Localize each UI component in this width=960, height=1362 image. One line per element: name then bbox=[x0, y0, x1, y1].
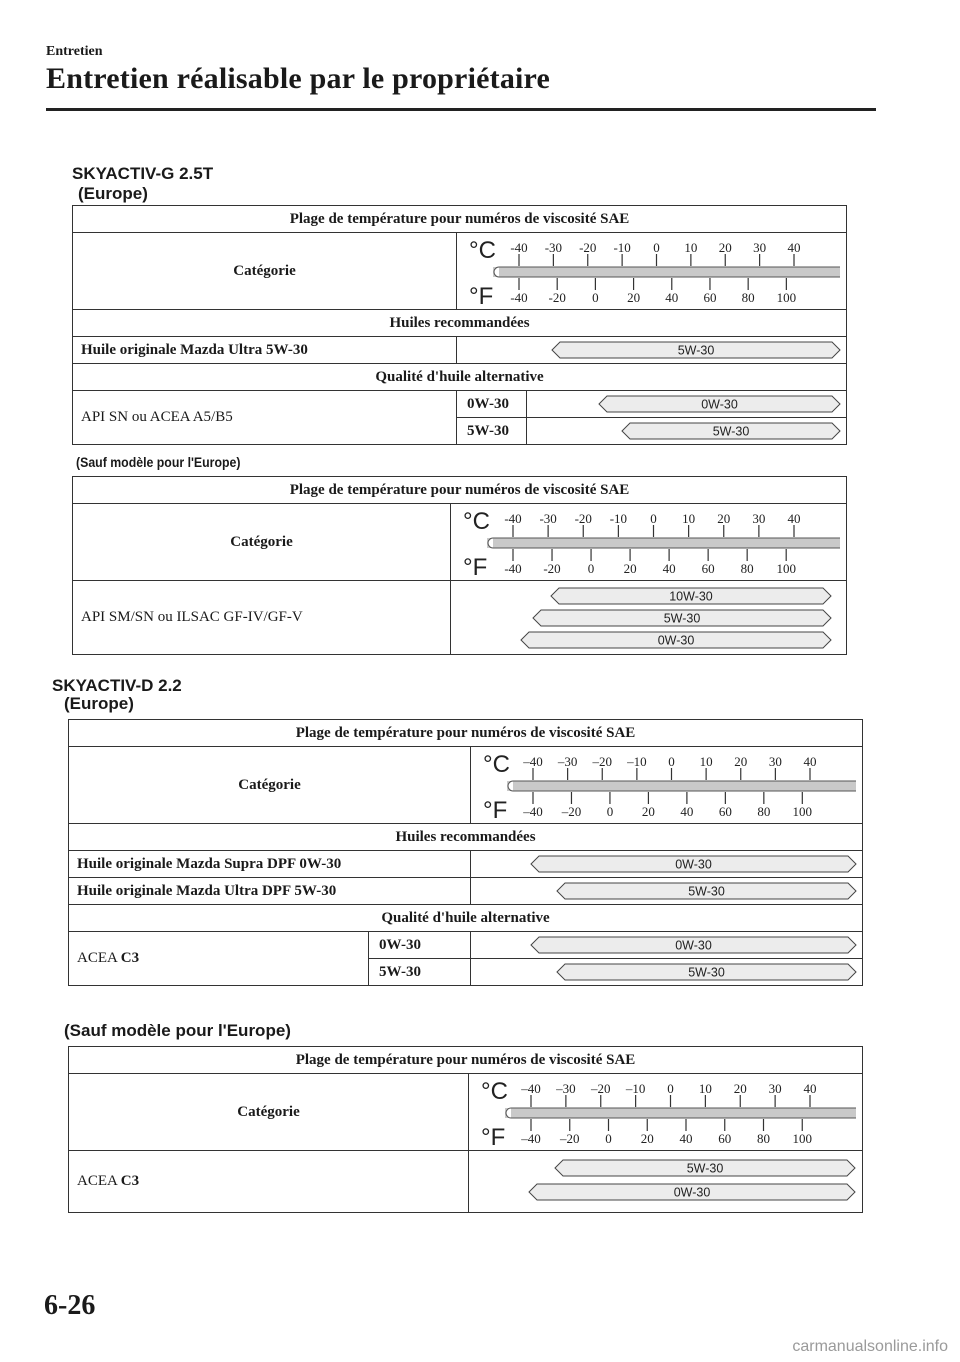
recommended-oils-header: Huiles recommandées bbox=[73, 310, 847, 337]
celsius-tick-label: –30 bbox=[556, 1080, 576, 1096]
fahrenheit-tick-label: –40 bbox=[523, 803, 543, 819]
acea-label: ACEA bbox=[77, 950, 118, 966]
category-label: Catégorie bbox=[69, 1074, 469, 1151]
region-label-europe-g25t: (Europe) bbox=[78, 184, 148, 203]
temperature-scale bbox=[457, 234, 846, 309]
c3-label: C3 bbox=[120, 1173, 140, 1189]
oil-original-label: Huile originale Mazda Ultra 5W-30 bbox=[73, 337, 457, 364]
table-header: Plage de température pour numéros de viscosité SAE bbox=[73, 206, 847, 233]
category-label: Catégorie bbox=[73, 233, 457, 310]
temperature-scale-cell bbox=[451, 504, 847, 581]
fahrenheit-tick-label: 100 bbox=[792, 1130, 812, 1146]
grade-label: 0W-30 bbox=[369, 932, 471, 959]
table-g25t-non-europe bbox=[72, 476, 847, 655]
grade-ranges bbox=[469, 1151, 863, 1213]
category-label: Catégorie bbox=[73, 504, 451, 581]
fahrenheit-tick-label: 80 bbox=[757, 1130, 770, 1146]
grade-ranges bbox=[451, 581, 847, 655]
table-header: Plage de température pour numéros de viscosité SAE bbox=[69, 1047, 863, 1074]
page-number: 6-26 bbox=[44, 1290, 96, 1321]
grade-range-label: 5W-30 bbox=[688, 884, 725, 899]
celsius-tick-label: 40 bbox=[787, 239, 801, 255]
c3-label: C3 bbox=[120, 950, 140, 966]
alternative-quality-header: Qualité d'huile alternative bbox=[73, 364, 847, 391]
unit-celsius: °C bbox=[483, 750, 510, 778]
watermark: carmanualsonline.info bbox=[792, 1338, 948, 1355]
celsius-tick-label: 0 bbox=[653, 239, 660, 255]
grade-range-label: 10W-30 bbox=[669, 589, 713, 604]
celsius-tick-label: –10 bbox=[627, 753, 647, 769]
fahrenheit-tick-label: 100 bbox=[776, 560, 796, 576]
celsius-tick-label: –20 bbox=[592, 753, 612, 769]
fahrenheit-tick-label: 20 bbox=[641, 803, 655, 819]
celsius-tick-label: 20 bbox=[717, 510, 731, 526]
celsius-tick-label: –30 bbox=[557, 753, 578, 769]
grade-label: 5W-30 bbox=[369, 959, 471, 986]
grade-range-label: 5W-30 bbox=[688, 965, 725, 980]
fahrenheit-tick-label: 0 bbox=[606, 803, 614, 819]
fahrenheit-tick-label: -20 bbox=[548, 289, 566, 305]
grade-range-label: 5W-30 bbox=[712, 424, 750, 439]
fahrenheit-tick-label: 0 bbox=[605, 1130, 612, 1146]
celsius-tick-label: -20 bbox=[574, 510, 592, 526]
scale-bar bbox=[507, 781, 856, 791]
fahrenheit-tick-label: –20 bbox=[560, 1130, 580, 1146]
celsius-tick-label: 30 bbox=[768, 753, 782, 769]
celsius-tick-label: –20 bbox=[591, 1080, 611, 1096]
celsius-tick-label: 40 bbox=[787, 510, 801, 526]
temperature-scale-cell bbox=[469, 1074, 863, 1151]
fahrenheit-tick-label: 100 bbox=[792, 803, 813, 819]
scale-bar bbox=[487, 538, 840, 548]
fahrenheit-tick-label: 80 bbox=[757, 803, 771, 819]
celsius-tick-label: -10 bbox=[609, 510, 628, 526]
region-label-non-europe-d22: (Sauf modèle pour l'Europe) bbox=[64, 1021, 291, 1040]
celsius-tick-label: 20 bbox=[734, 753, 748, 769]
unit-fahrenheit: °F bbox=[463, 553, 488, 580]
fahrenheit-tick-label: -40 bbox=[510, 289, 528, 305]
temperature-scale bbox=[469, 1075, 862, 1150]
section-name: Entretien bbox=[46, 44, 103, 59]
oil-ultra-label: Huile originale Mazda Ultra DPF 5W-30 bbox=[69, 878, 471, 905]
celsius-tick-label: 0 bbox=[650, 510, 657, 526]
oil-original-range bbox=[457, 337, 847, 364]
acea-spec-label bbox=[69, 1151, 469, 1213]
celsius-tick-label: 10 bbox=[682, 510, 696, 526]
celsius-tick-label: 10 bbox=[684, 239, 698, 255]
celsius-tick-label: -40 bbox=[510, 239, 528, 255]
fahrenheit-tick-label: 0 bbox=[587, 560, 595, 576]
grade-range-label: 0W-30 bbox=[675, 857, 712, 872]
fahrenheit-tick-label: -40 bbox=[504, 560, 522, 576]
fahrenheit-tick-label: 20 bbox=[623, 560, 637, 576]
fahrenheit-tick-label: 40 bbox=[665, 289, 679, 305]
fahrenheit-tick-label: –40 bbox=[521, 1130, 541, 1146]
fahrenheit-tick-label: 40 bbox=[679, 1130, 693, 1146]
table-header: Plage de température pour numéros de viscosité SAE bbox=[69, 720, 863, 747]
celsius-tick-label: 0 bbox=[668, 753, 675, 769]
fahrenheit-tick-label: 60 bbox=[718, 1130, 732, 1146]
grade-range-label: 0W-30 bbox=[701, 397, 738, 412]
celsius-tick-label: 20 bbox=[733, 1080, 747, 1096]
table-d22-europe bbox=[68, 719, 863, 986]
api-spec-label: API SN ou ACEA A5/B5 bbox=[73, 391, 457, 445]
fahrenheit-tick-label: 80 bbox=[741, 289, 755, 305]
oil-supra-label: Huile originale Mazda Supra DPF 0W-30 bbox=[69, 851, 471, 878]
celsius-tick-label: 10 bbox=[698, 1080, 712, 1096]
grade-range bbox=[527, 418, 847, 445]
fahrenheit-tick-label: 60 bbox=[718, 803, 732, 819]
celsius-tick-label: -40 bbox=[504, 510, 522, 526]
celsius-tick-label: -30 bbox=[539, 510, 557, 526]
oil-supra-range bbox=[471, 851, 863, 878]
grade-range-label: 5W-30 bbox=[677, 343, 715, 358]
celsius-tick-label: 40 bbox=[803, 1080, 817, 1096]
celsius-tick-label: 20 bbox=[718, 239, 732, 255]
scale-bar bbox=[493, 267, 840, 277]
unit-fahrenheit: °F bbox=[469, 282, 494, 309]
region-label-europe-d22: (Europe) bbox=[64, 694, 134, 713]
grade-range bbox=[471, 932, 863, 959]
table-header: Plage de température pour numéros de viscosité SAE bbox=[73, 477, 847, 504]
fahrenheit-tick-label: 0 bbox=[592, 289, 599, 305]
grade-range-label: 0W-30 bbox=[673, 1185, 711, 1200]
region-label-non-europe-g25t: (Sauf modèle pour l'Europe) bbox=[76, 454, 241, 470]
grade-range-label: 5W-30 bbox=[686, 1161, 724, 1176]
scale-bar bbox=[505, 1108, 856, 1118]
grade-range-label: 0W-30 bbox=[657, 633, 695, 648]
celsius-tick-label: –10 bbox=[625, 1080, 646, 1096]
fahrenheit-tick-label: 60 bbox=[701, 560, 715, 576]
alternative-quality-header: Qualité d'huile alternative bbox=[69, 905, 863, 932]
engine-label-g25t: SKYACTIV-G 2.5T bbox=[72, 164, 214, 183]
grade-range-label: 5W-30 bbox=[663, 611, 701, 626]
celsius-tick-label: 30 bbox=[753, 239, 767, 255]
celsius-tick-label: –40 bbox=[523, 753, 543, 769]
fahrenheit-tick-label: 40 bbox=[680, 803, 694, 819]
grade-range bbox=[471, 959, 863, 986]
grade-range bbox=[527, 391, 847, 418]
table-g25t-europe bbox=[72, 205, 847, 445]
temperature-scale bbox=[451, 505, 846, 580]
temperature-scale-cell bbox=[457, 233, 847, 310]
fahrenheit-tick-label: 100 bbox=[776, 289, 797, 305]
celsius-tick-label: -30 bbox=[544, 239, 563, 255]
temperature-scale-cell bbox=[471, 747, 863, 824]
fahrenheit-tick-label: -20 bbox=[543, 560, 561, 576]
fahrenheit-tick-label: 40 bbox=[662, 560, 676, 576]
unit-celsius: °C bbox=[469, 236, 496, 264]
unit-fahrenheit: °F bbox=[483, 796, 508, 823]
acea-label: ACEA bbox=[77, 1173, 118, 1189]
fahrenheit-tick-label: 20 bbox=[640, 1130, 654, 1146]
celsius-tick-label: 30 bbox=[752, 510, 766, 526]
header-divider bbox=[46, 108, 876, 111]
grade-range-label: 0W-30 bbox=[675, 938, 712, 953]
table-d22-non-europe bbox=[68, 1046, 863, 1213]
fahrenheit-tick-label: 60 bbox=[703, 289, 717, 305]
celsius-tick-label: 10 bbox=[699, 753, 713, 769]
unit-fahrenheit: °F bbox=[481, 1123, 506, 1150]
grade-label: 0W-30 bbox=[457, 391, 527, 418]
temperature-scale bbox=[471, 748, 862, 823]
celsius-tick-label: -10 bbox=[613, 239, 631, 255]
unit-celsius: °C bbox=[481, 1077, 508, 1105]
category-label: Catégorie bbox=[69, 747, 471, 824]
acea-spec-label bbox=[69, 932, 369, 986]
recommended-oils-header: Huiles recommandées bbox=[69, 824, 863, 851]
celsius-tick-label: -20 bbox=[579, 239, 597, 255]
celsius-tick-label: 0 bbox=[667, 1080, 674, 1096]
unit-celsius: °C bbox=[463, 507, 490, 535]
page-title: Entretien réalisable par le propriétaire bbox=[46, 62, 551, 95]
fahrenheit-tick-label: –20 bbox=[561, 803, 582, 819]
oil-ultra-range bbox=[471, 878, 863, 905]
api-ilsac-spec-label: API SM/SN ou ILSAC GF-IV/GF-V bbox=[73, 581, 451, 655]
celsius-tick-label: 30 bbox=[768, 1080, 782, 1096]
grade-label: 5W-30 bbox=[457, 418, 527, 445]
celsius-tick-label: 40 bbox=[803, 753, 817, 769]
fahrenheit-tick-label: 80 bbox=[740, 560, 754, 576]
engine-label-d22: SKYACTIV-D 2.2 bbox=[52, 676, 182, 695]
fahrenheit-tick-label: 20 bbox=[627, 289, 641, 305]
celsius-tick-label: –40 bbox=[521, 1080, 541, 1096]
